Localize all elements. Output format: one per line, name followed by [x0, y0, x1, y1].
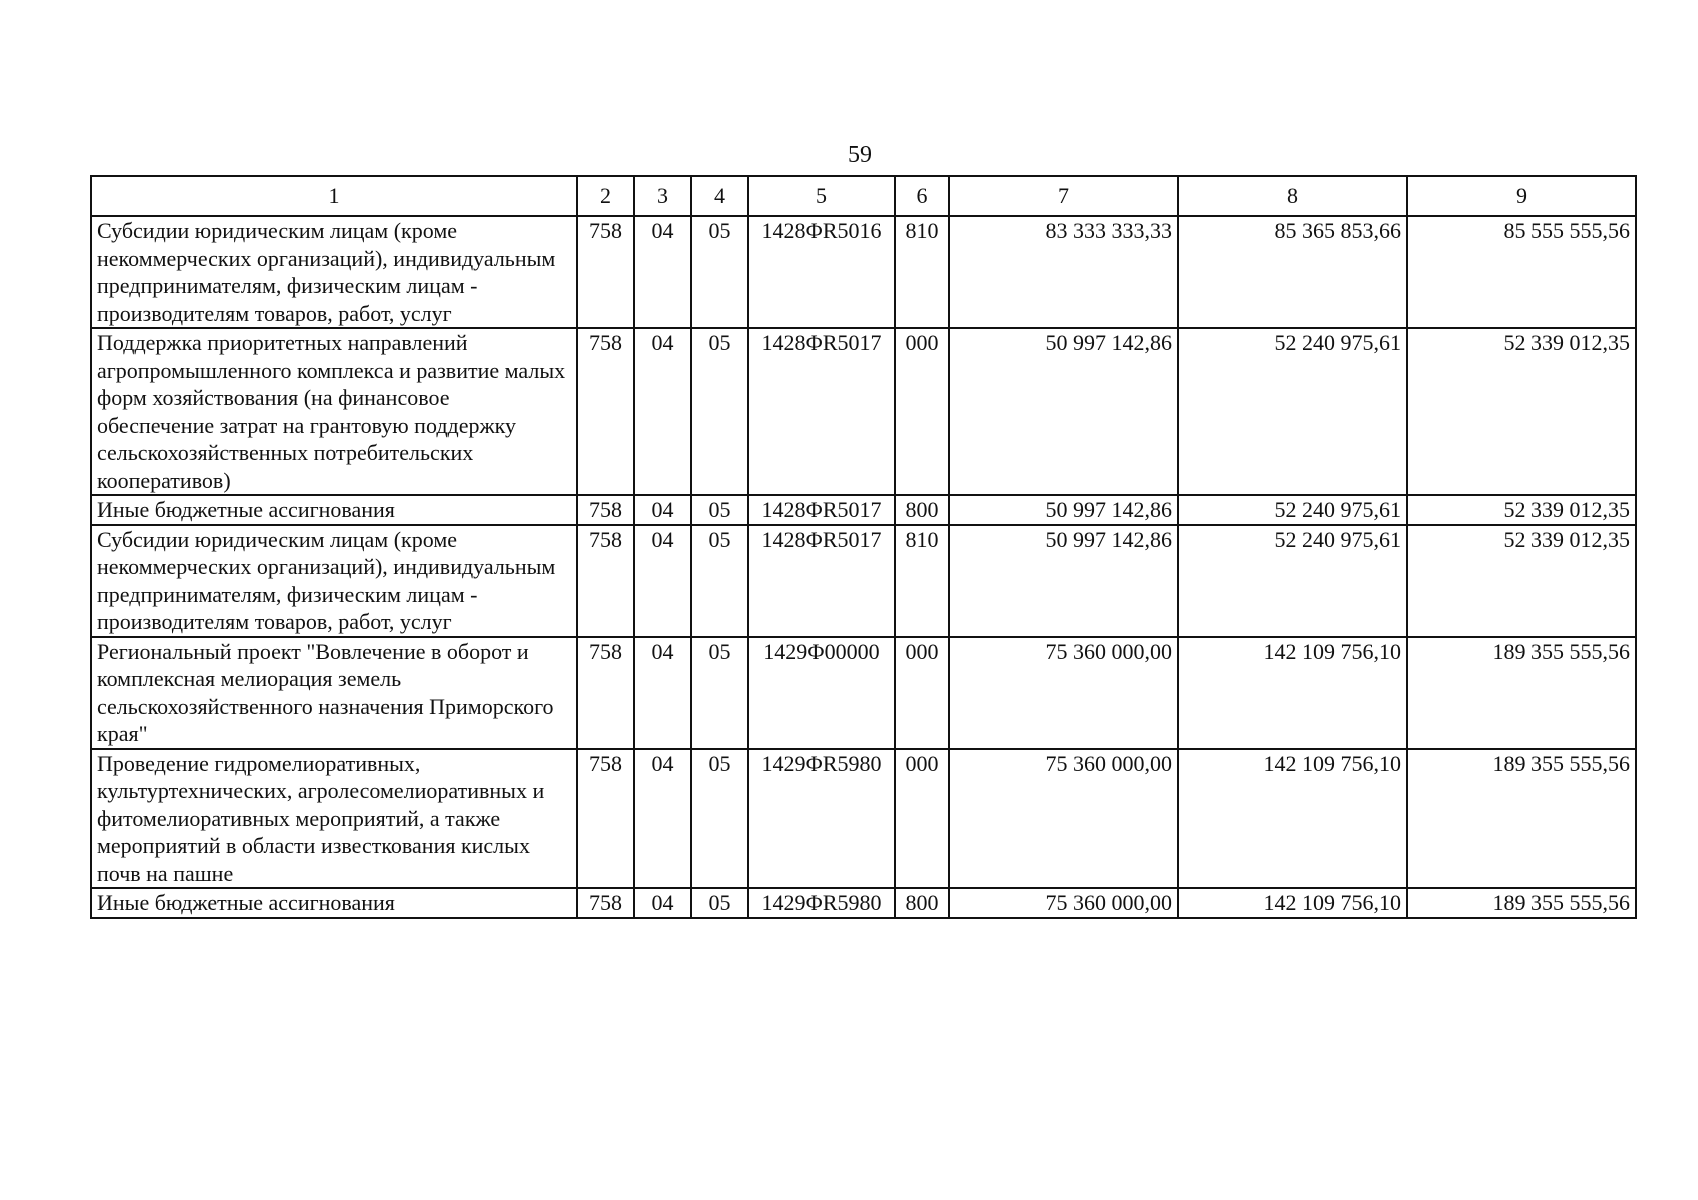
row-name: Проведение гидромелиоративных, культуртехнических, агролесомелиоративных и фитомелиоративных мероприятий, а также мероприятий в области известкования кислых почв на пашне [91, 749, 577, 889]
row-amount-col9: 189 355 555,56 [1407, 749, 1636, 889]
row-amount-col7: 50 997 142,86 [949, 525, 1178, 637]
row-amount-col8: 142 109 756,10 [1178, 637, 1407, 749]
row-ministry-code: 758 [577, 495, 634, 525]
row-amount-col8: 142 109 756,10 [1178, 888, 1407, 918]
header-col-6: 6 [895, 176, 949, 216]
header-col-2: 2 [577, 176, 634, 216]
row-subsection-code: 05 [691, 888, 748, 918]
header-row [91, 176, 1636, 216]
row-target-article: 1429Ф00000 [748, 637, 895, 749]
table-row [91, 888, 1636, 918]
row-name: Субсидии юридическим лицам (кроме некоммерческих организаций), индивидуальным предпринимателям, физическим лицам - производителям товаров, работ, услуг [91, 525, 577, 637]
row-section-code: 04 [634, 749, 691, 889]
row-section-code: 04 [634, 495, 691, 525]
row-expense-type: 000 [895, 749, 949, 889]
row-target-article: 1429ФR5980 [748, 749, 895, 889]
table-row [91, 216, 1636, 328]
page-number: 59 [848, 142, 872, 168]
row-amount-col9: 189 355 555,56 [1407, 888, 1636, 918]
row-amount-col8: 52 240 975,61 [1178, 495, 1407, 525]
row-amount-col7: 50 997 142,86 [949, 328, 1178, 495]
row-expense-type: 810 [895, 216, 949, 328]
table-row [91, 495, 1636, 525]
row-ministry-code: 758 [577, 328, 634, 495]
row-subsection-code: 05 [691, 328, 748, 495]
row-amount-col8: 85 365 853,66 [1178, 216, 1407, 328]
row-name: Иные бюджетные ассигнования [91, 495, 577, 525]
row-name: Субсидии юридическим лицам (кроме некоммерческих организаций), индивидуальным предпринимателям, физическим лицам - производителям товаров, работ, услуг [91, 216, 577, 328]
row-target-article: 1429ФR5980 [748, 888, 895, 918]
row-amount-col7: 50 997 142,86 [949, 495, 1178, 525]
header-col-4: 4 [691, 176, 748, 216]
row-amount-col7: 75 360 000,00 [949, 749, 1178, 889]
header-col-1: 1 [91, 176, 577, 216]
row-ministry-code: 758 [577, 525, 634, 637]
row-amount-col9: 52 339 012,35 [1407, 525, 1636, 637]
row-expense-type: 800 [895, 495, 949, 525]
row-ministry-code: 758 [577, 888, 634, 918]
table-row [91, 525, 1636, 637]
row-expense-type: 000 [895, 637, 949, 749]
row-amount-col9: 52 339 012,35 [1407, 495, 1636, 525]
row-name: Поддержка приоритетных направлений агропромышленного комплекса и развитие малых форм хозяйствования (на финансовое обеспечение затрат на грантовую поддержку сельскохозяйственных потребительских кооперативов) [91, 328, 577, 495]
header-col-8: 8 [1178, 176, 1407, 216]
table-row [91, 749, 1636, 889]
row-subsection-code: 05 [691, 495, 748, 525]
row-expense-type: 000 [895, 328, 949, 495]
row-amount-col8: 52 240 975,61 [1178, 328, 1407, 495]
row-subsection-code: 05 [691, 216, 748, 328]
row-amount-col7: 75 360 000,00 [949, 637, 1178, 749]
row-subsection-code: 05 [691, 749, 748, 889]
row-target-article: 1428ФR5017 [748, 495, 895, 525]
row-ministry-code: 758 [577, 216, 634, 328]
row-section-code: 04 [634, 525, 691, 637]
row-name: Иные бюджетные ассигнования [91, 888, 577, 918]
row-amount-col7: 83 333 333,33 [949, 216, 1178, 328]
row-subsection-code: 05 [691, 525, 748, 637]
row-target-article: 1428ФR5017 [748, 328, 895, 495]
row-target-article: 1428ФR5016 [748, 216, 895, 328]
row-subsection-code: 05 [691, 637, 748, 749]
row-section-code: 04 [634, 637, 691, 749]
header-col-9: 9 [1407, 176, 1636, 216]
row-amount-col8: 142 109 756,10 [1178, 749, 1407, 889]
row-amount-col9: 52 339 012,35 [1407, 328, 1636, 495]
row-ministry-code: 758 [577, 637, 634, 749]
row-section-code: 04 [634, 328, 691, 495]
row-amount-col9: 85 555 555,56 [1407, 216, 1636, 328]
header-col-5: 5 [748, 176, 895, 216]
row-target-article: 1428ФR5017 [748, 525, 895, 637]
row-ministry-code: 758 [577, 749, 634, 889]
row-expense-type: 810 [895, 525, 949, 637]
row-amount-col8: 52 240 975,61 [1178, 525, 1407, 637]
budget-table [90, 175, 1637, 919]
row-name: Региональный проект "Вовлечение в оборот и комплексная мелиорация земель сельскохозяйственного назначения Приморского края" [91, 637, 577, 749]
table-row [91, 328, 1636, 495]
row-section-code: 04 [634, 888, 691, 918]
row-expense-type: 800 [895, 888, 949, 918]
row-amount-col9: 189 355 555,56 [1407, 637, 1636, 749]
row-amount-col7: 75 360 000,00 [949, 888, 1178, 918]
table-row [91, 637, 1636, 749]
header-col-3: 3 [634, 176, 691, 216]
header-col-7: 7 [949, 176, 1178, 216]
row-section-code: 04 [634, 216, 691, 328]
